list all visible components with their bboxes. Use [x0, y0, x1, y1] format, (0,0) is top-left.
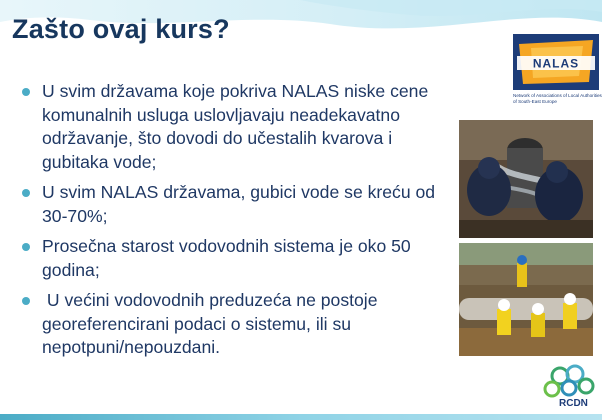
bottom-accent-bar: [0, 414, 602, 420]
bullet-dot-icon: [22, 189, 30, 197]
rcdn-logo-label: RCDN: [559, 398, 588, 409]
bullet-dot-icon: [22, 88, 30, 96]
bullet-text: U svim NALAS državama, gubici vode se kreću od 30-70%;: [42, 182, 436, 226]
bullet-text: U svim državama koje pokriva NALAS niske cene komunalnih usluga uslovljavaju neadekavatno održavanje, što dovodi do učestalih kvarova i gubitaka vode;: [42, 81, 429, 172]
bullet-dot-icon: [22, 297, 30, 305]
bullet-text: Prosečna starost vodovodnih sistema je oko 50 godina;: [42, 236, 411, 280]
nalas-logo-caption: Network of Associations of Local Authorities of South-East Europe: [513, 93, 602, 104]
bullet-list: [22, 80, 442, 367]
bullet-item: [22, 289, 442, 360]
pipe-repair-photo: [459, 120, 593, 238]
nalas-logo: [513, 34, 599, 90]
bullet-item: [22, 181, 442, 228]
bullet-text: U većini vodovodnih preduzeća ne postoje georeferencirani podaci o sistemu, ili su nepotpuni/nepouzdani.: [42, 290, 383, 357]
nalas-logo-icon: [513, 34, 599, 90]
bullet-item: [22, 80, 442, 174]
trench-workers-photo: [459, 243, 593, 356]
svg-text:NALAS: NALAS: [532, 56, 580, 71]
slide-title: Zašto ovaj kurs?: [12, 14, 230, 44]
bullet-item: [22, 235, 442, 282]
bullet-dot-icon: [22, 243, 30, 251]
